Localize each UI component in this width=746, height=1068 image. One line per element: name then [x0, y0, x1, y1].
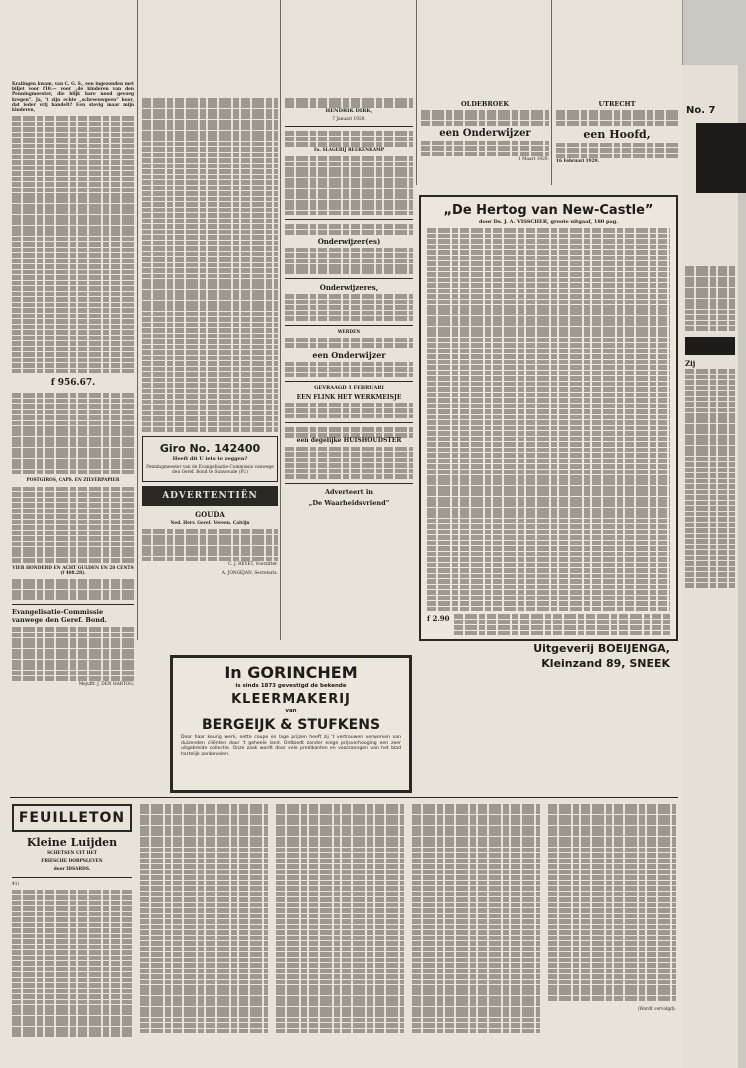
- signer: Mejuffr. J. DEN HARTOG,: [78, 681, 134, 687]
- feuilleton-section: [12, 800, 680, 1068]
- book-advertisement: [419, 195, 678, 671]
- tailor-city: In GORINCHEM: [224, 663, 358, 682]
- housekeeper-heading: een degelijke HUISHOUDSTER: [296, 437, 402, 445]
- birth-name: HENDRIK DIRK,: [325, 107, 373, 114]
- feuilleton-label: FEUILLETON: [18, 810, 126, 826]
- book-price: f 2.90: [427, 614, 450, 624]
- gouda-heading: GOUDA: [195, 510, 225, 520]
- teacher-ad-1: Onderwijzer(es): [317, 236, 381, 246]
- postgiros-heading: POSTGIROS, CAPS. EN ZILVERPAPIER: [26, 478, 120, 484]
- utrecht-title: UTRECHT: [598, 100, 636, 108]
- tailor-firm: BERGEIJK & STUFKENS: [201, 717, 381, 734]
- publisher-name: Uitgeverij BOEIJENGA,: [533, 642, 670, 656]
- advertisements-title: ADVERTENTIËN: [162, 491, 258, 502]
- advertisements-banner: [142, 486, 278, 506]
- oldebroek-teacher: een Onderwijzer: [439, 127, 531, 139]
- chapter-number: 41): [12, 881, 20, 887]
- column-3: [285, 98, 413, 608]
- book-author: door Ds. J. A. VISSCHER, groote uitgaaf, 180 pag.: [479, 219, 618, 225]
- oldebroek-date: 1 Maart 1929.: [517, 157, 549, 163]
- advertise-line: Adverteert in: [324, 487, 374, 496]
- february-heading: GEVRAAGD 1 FEBRUARI: [314, 385, 384, 392]
- next-heading: Zij: [685, 358, 696, 368]
- lead-paragraph: Kralingen kwam, van C. G. S., een ingezonden met biljet voor f10.— voor „de kinderen van den Penningmeester, die blijk hare nood gevoeg kregen”. Ja, 't zijn echte „schreeuwgeen” hoor, dat ieder vrij handelt? Een stevig maar mijn kinderen,: [12, 82, 134, 114]
- giro-body: Penningmeester van de Evangelisatie-Commissie vanwege den Geref. Bond te Sunwoude (Fr.): [146, 464, 274, 476]
- tailor-van: van: [285, 708, 297, 715]
- tailor-trade: KLEERMAKERIJ: [231, 692, 351, 708]
- teacher-ad-2: Onderwijzeres,: [319, 283, 379, 293]
- maid-heading: EEN FLINK HET WERKMEISJE: [296, 393, 402, 401]
- giro-question: Heeft dit U iets te zeggen?: [172, 455, 248, 462]
- gouda-signer-2: A. JONGEJAN, Secretaris.: [221, 570, 278, 576]
- teacher-ad-3: een Onderwijzer: [312, 349, 386, 360]
- column-5: [556, 98, 678, 186]
- feuilleton-banner: [12, 804, 132, 832]
- giro-number: Giro No. 142400: [159, 441, 261, 455]
- tailor-since: is sinds 1873 gevestigd de bekende: [235, 683, 347, 689]
- to-be-continued: (Wordt vervolgd).: [637, 1006, 676, 1012]
- collection-total: f 956.67.: [50, 378, 96, 389]
- issue-number: No. 7: [686, 105, 716, 116]
- column-2: [142, 98, 278, 638]
- story-sub2: FRIESCHE DORPSLEVEN: [41, 859, 103, 865]
- gouda-signer-1: C. J. REYET, Voorzitter.: [228, 562, 278, 568]
- story-title: Kleine Luijden: [26, 836, 118, 849]
- utrecht-date: 16 Februari 1929.: [556, 159, 600, 165]
- publisher-address: Kleinzand 89, SNEEK: [541, 657, 670, 671]
- story-sub3: door IDSARDS.: [53, 867, 91, 873]
- adjacent-page: [682, 65, 738, 1068]
- werden-heading: WERDEN: [337, 329, 361, 335]
- column-4: [421, 98, 549, 186]
- column-1: [12, 82, 134, 687]
- book-title: „De Hertog van New-Castle”: [443, 203, 654, 218]
- birth-date: 7 Januari 1929.: [332, 117, 366, 123]
- tailor-advertisement: [170, 655, 412, 793]
- oldebroek-title: OLDEBROEK: [461, 100, 509, 108]
- amount-heading: VIER HONDERD EN ACHT GULDEN EN 28 CENTS (f 408.28).: [12, 565, 134, 576]
- paper-name: „De Waarheidsvriend”: [308, 498, 390, 507]
- giro-box: [142, 436, 278, 483]
- gouda-subheading: Ned. Herv. Geref. Vereen. Calvijn: [170, 521, 250, 527]
- story-sub1: SCHETSEN UIT HET: [47, 851, 97, 856]
- commission-heading: Evangelisatie-Commissie vanwege den Geref. Bond.: [12, 608, 107, 624]
- utrecht-headmaster: een Hoofd,: [583, 127, 651, 141]
- tailor-text: Door haar keurig werk, nette coupe en lage prijzen heeft zij 't vertrouwen verworven van duizenden cliënten door 't geheele land. Ontbiedt zonder enige prijsverhooging een zeer uitgebreide collectie. Onze zaak wordt door vele predikanten en voorzanngen van het blad hartelijk aanbevolen.: [181, 735, 401, 757]
- butcher-heading: Fa. SLAGERIJ BEEKENKAMP: [313, 147, 385, 153]
